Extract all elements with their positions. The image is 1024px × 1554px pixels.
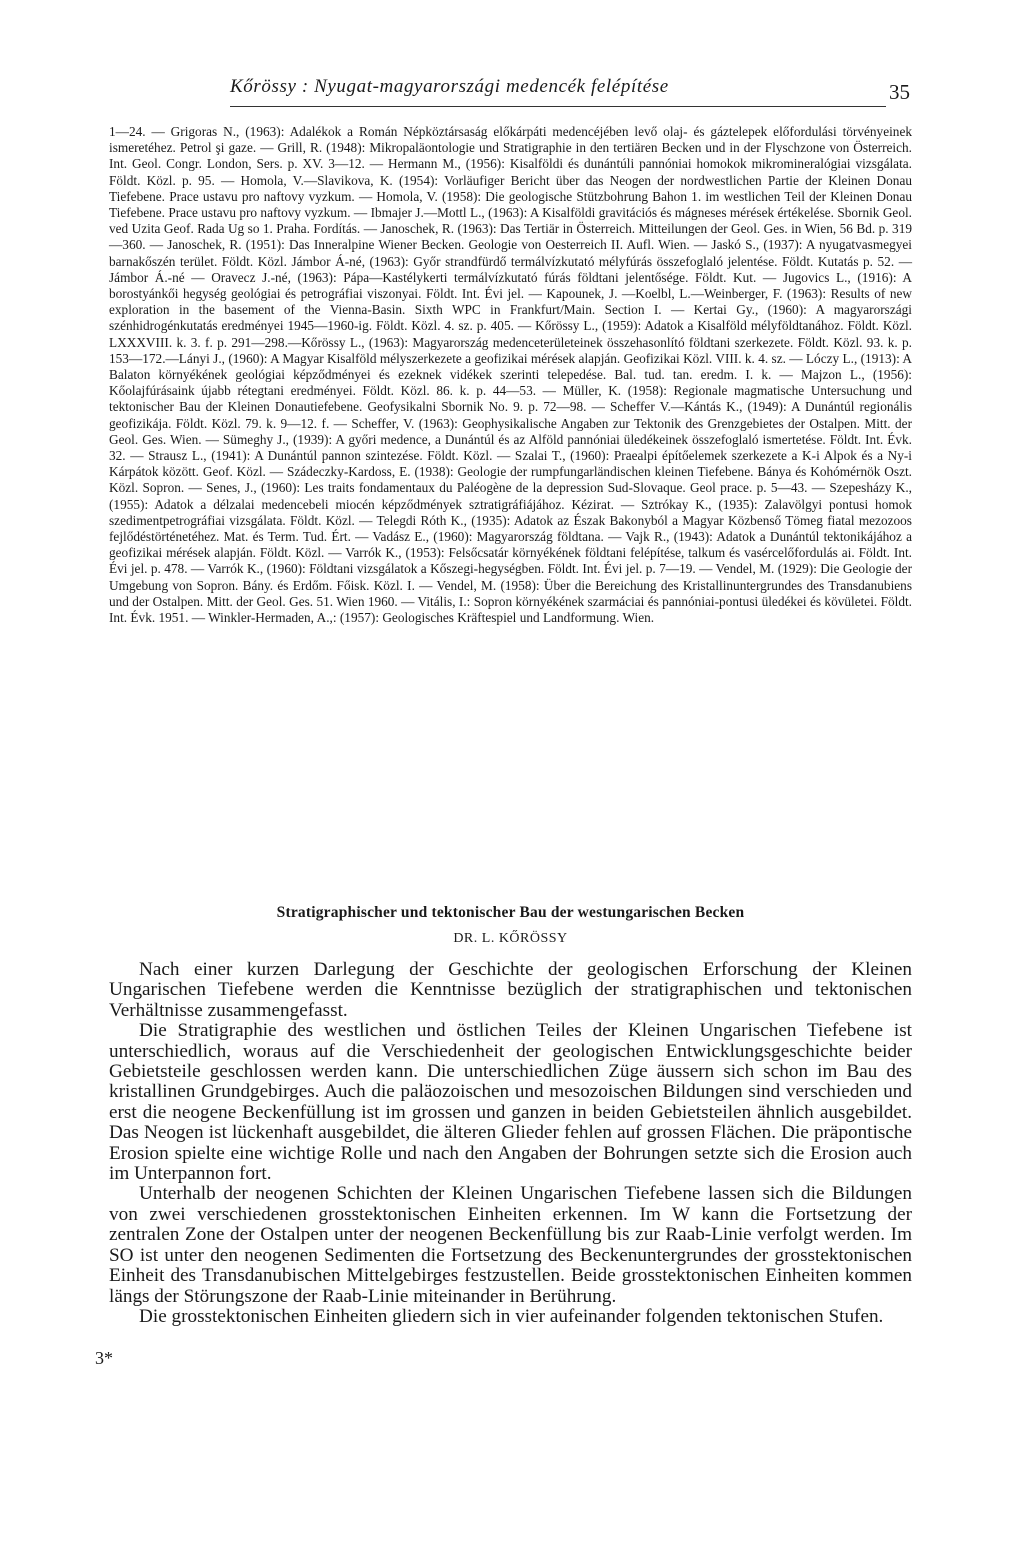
running-title: Kőrössy : Nyugat-magyarországi medencék felépítése <box>230 76 669 97</box>
summary-paragraph: Die grosstektonischen Einheiten gliedern sich in vier aufeinander folgenden tektonischen Stufen. <box>139 1305 884 1327</box>
references-section <box>109 124 912 626</box>
summary-paragraph: Nach einer kurzen Darlegung der Geschichte der geologischen Erforschung der Kleinen Ungarischen Tiefebene werden die Kenntnisse bezüglich der stratigraphischen und tektonischen Verhältnisse zusammengefasst. <box>109 959 912 1021</box>
summary-body <box>109 960 912 1327</box>
page-number: 35 <box>889 80 910 104</box>
summary-paragraph: Unterhalb der neogenen Schichten der Kleinen Ungarischen Tiefebene lassen sich die Bildungen von zwei verschiedenen grosstektonischen Einheiten erkennen. Im W kann die Fortsetzung der zentralen Zone der Ostalpen unter der neogenen Beckenfüllung bis zur Raab-Linie verfolgt werden. Im SO ist unter den neogenen Sedimenten die Fortsetzung des Beckenuntergrundes der grosstektonischen Einheit des Transdanubischen Mittelgebirges festzustellen. Beide grosstektonischen Einheiten kommen längs der Störungszone der Raab-Linie miteinander in Berührung. <box>109 1183 912 1307</box>
header-rule <box>230 106 886 107</box>
summary-title: Stratigraphischer und tektonischer Bau der westungarischen Becken <box>276 904 745 921</box>
summary-author: DR. L. KŐRÖSSY <box>453 931 568 946</box>
summary-paragraph: Die Stratigraphie des westlichen und östlichen Teiles der Kleinen Ungarischen Tiefebene ist unterschiedlich, woraus auf die Verschiedenheit der geologischen Entwicklungsgeschichte beider Gebietsteile geschlossen werden kann. Die unterschiedlichen Züge äussern sich schon im Bau des kristallinen Grundgebirges. Auch die paläozoischen und mesozoischen Bildungen sind verschieden und erst die neogene Beckenfüllung ist im grossen und ganzen in beiden Gebietsteilen ähnlich ausgebildet. Das Neogen ist lückenhaft ausgebildet, die älteren Glieder fehlen auf grossen Flächen. Die präpontische Erosion spielte eine wichtige Rolle und nach den Angaben der Bohrungen setzte sich die Erosion auch im Unterpannon fort. <box>109 1020 912 1185</box>
signature-mark: 3* <box>95 1348 113 1368</box>
running-header <box>230 76 910 110</box>
references-text: 1—24. — Grigoras N., (1963): Adalékok a Román Népköztársaság előkárpáti medencéjében levő olaj- és gáztelepek előfordulási törvényeinek ismeretéhez. Petrol şi gaze. — Grill, R. (1948): Mikropaläontologie und Stratigraphie in den tertiären Becken und in der Flyschzone von Österreich. Int. Geol. Congr. London, Sers. p. XV. 3—12. — Hermann M., (1956): Kisalföldi és dunántúli pannóniai homokok mikromineralógiai vizsgálata. Földt. Közl. p. 95. — Homola, V.—Slavikova, K. (1954): Vorläufiger Bericht über das Neogen der nordwestlichen Partie der Kleinen Donau Tiefebene. Prace ustavu pro naftovy vyzkum. — Homola, V. (1958): Die geologische Stützbohrung Bahon 1. im westlichen Teil der Kleinen Donau Tiefebene. Prace ustavu pro naftovy vyzkum. — Ibmajer J.—Mottl L., (1963): A Kisalföldi gravitációs és mágneses mérések értékelése. Sbornik Geol. ved Uzita Geof. Rada Ug so 1. Praha. Fordítás. — Janoschek, R. (1963): Das Tertiär in Österreich. Mitteilungen der Geol. Ges. in Wien, 56 Bd. p. 319—360. — Janoschek, R. (1951): Das Inneralpine Wiener Becken. Geologie von Oesterreich II. Aufl. Wien. — Jaskó S., (1937): A nyugatvasmegyei barnakőszén terület. Földt. Közl. Jámbor Á-né, (1963): Győr strandfürdő termálvízkutató mélyfúrás összefoglaló jelentése. Földt. Kutatás p. 52. — Jámbor Á.-né — Oravecz J.-né, (1963): Pápa—Kastélykerti termálvízkutató fúrás földtani jelentősége. Földt. Kut. — Jugovics L., (1916): A borostyánkői hegység geológiai és petrográfiai viszonyai. Földt. Int. Évi jel. — Kapounek, J. —Koelbl, L.—Weinberger, F. (1963): Results of new exploration in the basement of the Vienna-Basin. Sixth WPC in Frankfurt/Main. Section I. — Kertai Gy., (1960): A magyarországi szénhidrogénkutatás eredményei 1945—1960-ig. Földt. Közl. 4. sz. p. 405. — Kőrössy L., (1959): Adatok a Kisalföld mélyföldtanához. Földt. Közl. LXXXVIII. k. 3. f. p. 291—298.—Kőrössy L., (1963): Magyarország medenceterületeinek összehasonlító földtani szerkezete. Földt. Közl. 93. k. p. 153—172.—Lányi J., (1960): A Magyar Kisalföld mélyszerkezete a geofizikai mérések alapján. Geofizikai Közl. VIII. k. 4. sz. — Lóczy L., (1913): A Balaton környékének geológiai képződményei és ezeknek vidékek szerinti telepedése. Bal. tud. tan. eredm. I. k. — Majzon L., (1956): Kőolajfúrásaink újabb rétegtani eredményei. Földt. Közl. 86. k. p. 44—53. — Müller, K. (1958): Regionale magmatische Untersuchung und tektonischer Bau der Kleinen Donautiefebene. Geofysikalni Sbornik No. 9. p. 72—98. — Scheffer V.—Kántás K., (1949): A Dunántúl regionális geofizikája. Földt. Közl. 79. k. 9—12. f. — Scheffer, V. (1963): Geophysikalische Angaben zur Tektonik des Grenzgebietes der Ostalpen. Mitt. der Geol. Ges. Wien. — Sümeghy J., (1939): A győri medence, a Dunántúl és az Alföld pannóniai üledékeinek összefoglaló ismertetése. Földt. Int. Évk. 32. — Strausz L., (1941): A Dunántúl pannon szintezése. Földt. Közl. — Szalai T., (1960): Praealpi építőelemek szerkezete a K-i Alpok és a Ny-i Kárpátok között. Geof. Közl. — Szádeczky-Kardoss, E. (1938): Geologie der rumpfungarländischen kleinen Tiefebene. Bánya és Kohómérnök Oszt. Közl. Sopron. — Senes, J., (1960): Les traits fondamentaux du Paléogène de la depression Sud-Slovaque. Geol prace. p. 5—43. — Szepesházy K., (1955): Adatok a délzalai medencebeli miocén képződmények sztratigráfiájához. Kézirat. — Sztrókay K., (1935): Zalavölgyi pontusi homok szedimentpetrográfiai vizsgálata. Földt. Közl. — Telegdi Róth K., (1935): Adatok az Észak Bakonyból a Magyar Közbenső Tömeg fiatal mezozoos fejlődéstörténetéhez. Mat. és Term. Tud. Ért. — Vadász E., (1960): Magyarország földtana. — Vajk R., (1943): Adatok a Dunántúl tektonikájához a geofizikai mérések alapján. Földt. Közl. — Varrók K., (1953): Felsőcsatár környékének földtani felépítése, talkum és vasércelőfordulás ai. Földt. Int. Évi jel. p. 478. — Varrók K., (1960): Földtani vizsgálatok a Kőszegi-hegységben. Földt. Int. Évi jel. p. 7—19. — Vendel, M. (1929): Die Geologie der Umgebung von Sopron. Bány. és Erdőm. Főisk. Közl. I. — Vendel, M. (1958): Über die Bereichung des Kristallinuntergrundes des Transdanubiens und der Ostalpen. Mitt. der Geol. Ges. 51. Wien 1960. — Vitális, I.: Sopron környékének szarmáciai és pannóniai-pontusi üledékei és kövületei. Földt. Int. Évk. 1951. — Winkler-Hermaden, A.,: (1957): Geologisches Kräftespiel und Landformung. Wien. <box>109 124 912 626</box>
